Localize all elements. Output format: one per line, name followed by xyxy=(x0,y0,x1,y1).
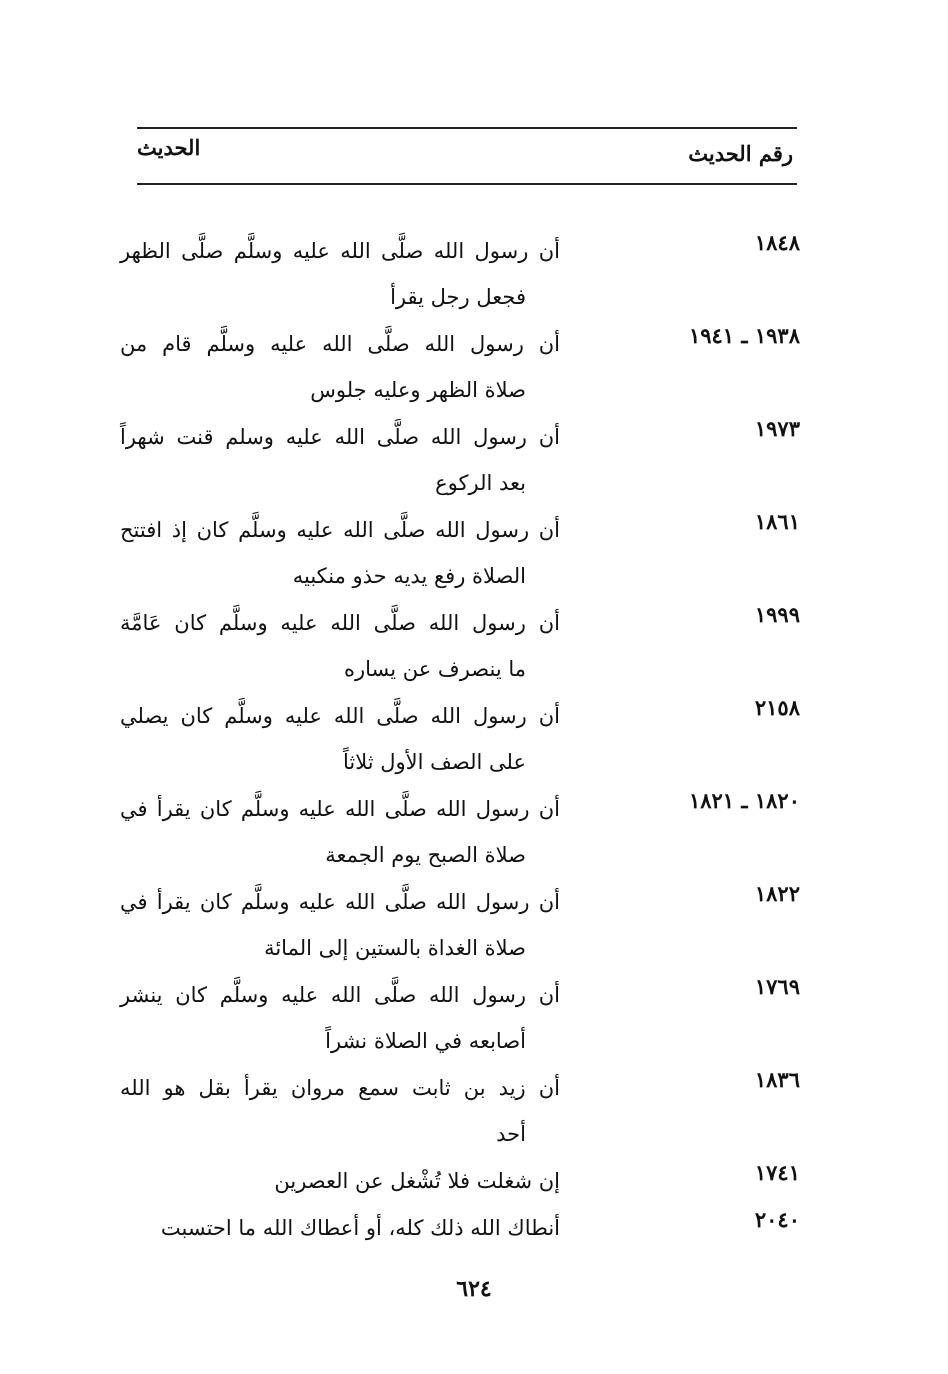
hadith-number: ١٩٣٨ ـ ١٩٤١ xyxy=(688,323,800,348)
hadith-text-continuation: الصلاة رفع يديه حذو منكبيه xyxy=(292,564,526,588)
hadith-list xyxy=(120,214,800,1238)
hadith-number: ١٨٦١ xyxy=(754,509,800,534)
hadith-number: ١٩٩٩ xyxy=(754,602,800,627)
hadith-number: ١٩٧٣ xyxy=(754,416,800,441)
header-text-column: الحديث xyxy=(137,135,201,160)
hadith-text-line: أن رسول الله صلَّى الله عليه وسلَّم كان يقرأ في xyxy=(120,890,560,914)
hadith-number: ١٨٣٦ xyxy=(754,1067,800,1092)
header-bottom-rule xyxy=(137,183,797,185)
hadith-text-continuation: صلاة الصبح يوم الجمعة xyxy=(325,843,526,867)
header-top-rule xyxy=(137,127,797,129)
hadith-number: ١٧٤١ xyxy=(754,1160,800,1185)
hadith-text-continuation: ما ينصرف عن يساره xyxy=(343,657,526,681)
hadith-text-line: أن رسول الله صلَّى الله عليه وسلم قنت شهراً xyxy=(120,425,560,449)
hadith-number: ١٧٦٩ xyxy=(754,974,800,999)
hadith-text-line: أن رسول الله صلَّى الله عليه وسلَّم صلَّى الظهر xyxy=(120,239,560,263)
hadith-entry xyxy=(120,772,800,865)
hadith-entry xyxy=(120,1191,800,1238)
hadith-text-continuation: أصابعه في الصلاة نشراً xyxy=(325,1029,526,1053)
hadith-entry xyxy=(120,865,800,958)
table-header xyxy=(137,133,797,177)
hadith-text-continuation: على الصف الأول ثلاثاً xyxy=(342,750,526,774)
hadith-text-line: أنطاك الله ذلك كله، أو أعطاك الله ما احتسبت xyxy=(160,1216,560,1240)
hadith-text-continuation: أحد xyxy=(496,1122,526,1146)
hadith-entry xyxy=(120,679,800,772)
hadith-text-line: إن شغلت فلا تُشْغل عن العصرين xyxy=(274,1169,560,1193)
hadith-entry xyxy=(120,958,800,1051)
hadith-text-line: أن رسول الله صلَّى الله عليه وسلَّم كان يصلي xyxy=(120,704,560,728)
hadith-text xyxy=(120,1205,560,1251)
hadith-text-continuation: بعد الركوع xyxy=(435,471,526,495)
hadith-number: ١٨٢٠ ـ ١٨٢١ xyxy=(688,788,800,813)
hadith-text-line: أن رسول الله صلَّى الله عليه وسلَّم كان يقرأ في xyxy=(120,797,560,821)
hadith-number: ٢١٥٨ xyxy=(754,695,800,720)
hadith-entry xyxy=(120,400,800,493)
hadith-entry xyxy=(120,307,800,400)
hadith-entry xyxy=(120,214,800,307)
hadith-text-continuation: صلاة الظهر وعليه جلوس xyxy=(310,378,526,402)
hadith-text-line: أن رسول الله صلَّى الله عليه وسلَّم كان عَامَّة xyxy=(120,611,560,635)
hadith-number: ١٨٢٢ xyxy=(754,881,800,906)
hadith-entry xyxy=(120,1051,800,1144)
hadith-entry xyxy=(120,586,800,679)
hadith-text-continuation: صلاة الغداة بالستين إلى المائة xyxy=(264,936,526,960)
hadith-text-continuation: فجعل رجل يقرأ xyxy=(390,285,526,309)
hadith-entry xyxy=(120,1144,800,1191)
hadith-text-line: أن زيد بن ثابت سمع مروان يقرأ بقل هو الله xyxy=(120,1076,560,1100)
hadith-entry xyxy=(120,493,800,586)
page-number: ٦٢٤ xyxy=(456,1276,492,1302)
hadith-number: ١٨٤٨ xyxy=(754,230,800,255)
header-number-column: رقم الحديث xyxy=(688,141,793,166)
hadith-text-line: أن رسول الله صلَّى الله عليه وسلَّم قام من xyxy=(120,332,560,356)
hadith-text-line: أن رسول الله صلَّى الله عليه وسلَّم كان إذ افتتح xyxy=(120,518,560,542)
hadith-text-line: أن رسول الله صلَّى الله عليه وسلَّم كان ينشر xyxy=(120,983,560,1007)
hadith-number: ٢٠٤٠ xyxy=(754,1207,800,1232)
